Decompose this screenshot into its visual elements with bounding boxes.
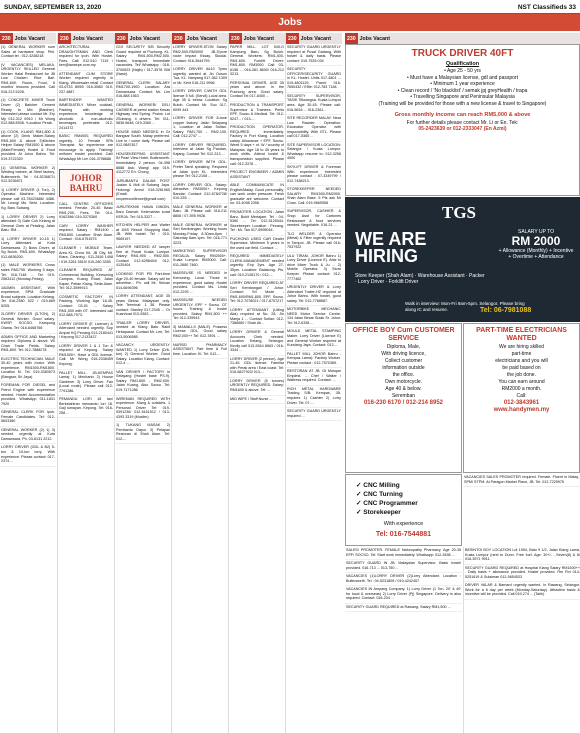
list-item: MID WIFE / Staff Nurse ... [229,396,285,405]
list-item: LORRY DRIVER REQUIRED AT Seri Kembangan / Johor. Contact: Sri Mode - RM1,600/RM1,800. EPF, Socso. Tel: 012-7078021 / 017-6757217 [229,280,285,307]
part-time-electricians-ad [463,323,580,473]
column-1 [0,33,56,733]
column-header [172,33,228,44]
list-item: ✓ CNC Turning [356,491,403,498]
list-item: Own motorcycle. [384,379,423,385]
list-item: RICH METAL HARDWARE Trading S/B: Kempas, JB. requires 1) Cashier 2) Lorry Driver. Tel: 07-... [286,386,342,408]
list-item: • Must have a Malaysian license, gdl and passport [407,74,518,81]
list-item: NURSE/ PHARMACY ASSISTANT. Part time & Full time. Location: Kl. Tel: 012-... [172,342,228,360]
list-item: PROMOTER. LOCATION : Jalan Baru, Bukit Mertajam. Tel : 04-5360 ... Tel: 012-5125044. Storekeeper. Location : Penang. Tel : Mr. Tan 017-5995044. [229,209,285,236]
truck-ad-title: TRUCK DRIVER 40FT [411,48,514,59]
tgs-phone: Tel: 06-7981088 [480,307,532,314]
bottom-column-a [345,547,462,733]
truck-ad-income-text: Gross monthly income can reach RM5,000 & above [394,111,531,118]
list-item: (1) COOK, KLANG RM1,800 & above (2) Drink Maker-Salary RM1,600 & above 3)Kitchen Helper Salary RM1500 & above (Male/Female) Hostel & Food provided. At Johor Bahru. Tel: 019-3722320 [0,129,56,165]
list-item: VACANCIES SALES PROMOTER required. Female. Fluent in Malay. SPM/ STPM. At Paragon Market Place, JB. Tel: 012-7229975 [463,474,580,487]
list-item: VACANCIES (1)LORRY DRIVER (2)Lorry Attendant. Location : Butterworth. Tel : 04-5231809 / 019-4242457 [345,573,462,586]
column-header-number: 230 [115,33,128,44]
ad-list [229,44,285,404]
list-item: ELECTRIC TECHNICIAN. MALE 30-40 years with motor. With experience. RM1500-RM1800. Location Kl. Tel: 019-3383573 (Bangsar, Sri Jaya) [0,356,56,383]
column-header-number: 230 [0,33,13,44]
list-item: ABLE COMMUNICATE IN English/Malay. Good personality, can work under pressure. Fresh graduate are welcome. Contact no: 03-4098 2398 [229,182,285,209]
list-item: PEMANDU LORI 18 tan/ Berkelahiran memandu lori 18. Gaji lumayan. Kepong. Tel: 016-258 ... [58,396,114,418]
list-item: PAPER MILL. LOT 545-G Kampung Baru, Sg Buloh. General Workers: RM1,400-RM1,600. Forklift Driver: RM1,800. RM3000. Call: 03-6156 ... 016-381 8600/ 016-212 3213. [229,44,285,80]
tgs-salary-note: + Allowance (Monthly) + Incentive + Overtime + Attendance [498,248,574,260]
list-item: Diploma, Male, [386,344,421,350]
list-item: 1) TUKANG MASAK 2) Pembantu Dapur 3) Pelayan Restoran di Shah Alam. Tel: 012-... [115,422,171,444]
list-item: MOTORBIKE MECHANIC NEED Motor Service Centre. 134 Jalan Besar Sulak Sr. Johor. Tel: 012-6338 ... [286,306,342,328]
list-item: LORRY DRIVER C/WITH GDL licence 5 full. (Sendi) Local area. Age 35 & below. Location: Sg Buloh. Contact Mr. Soo 017-6099 444 [172,88,228,115]
logo-line-1: JOHOR [69,172,102,183]
list-item: LORRY DRIVER (2 person). Age 21-45. GDL license. Familiar with Perak area / East coast. Tel: 016-5827923/ 013-... [229,356,285,378]
list-item: CLEANER / MOBILE Team. Area KL Chow Kit, JB City, Mt. Kiara, Cleaning : 011-2816 1498 / 019-3261 5519/ 019-280 3355 [58,245,114,267]
list-item: HOUSE MAID NEEDED in Gr Bangsar South. Malay preferred. Live in / come daily. Please call 012-9887617 [115,129,171,151]
list-item: KITCHEN HELPER and Waiter at 1MS Resort Shopping Mall, JB. With hostel. Tel : 010-9569197. [115,222,171,244]
list-item: G1S SECURITY S/B Security Guard required at Puchong, KL. Salary RM1,500-RM2,500. Hostel, transport. Immediate vacancies. Tel/ Whatsapp : 018-3700623 (Najib) / 017-3578 008 (Nasir). [115,44,171,80]
office-boy-ad [345,323,462,473]
truck-ad-contact-prefix: For further details please contact Mr. Li or En. Tek: [406,119,519,126]
list-item: 1ADMIN ASSISTANT, With experience, SPM. Graduate Broad subjects. Location Kelang. Tel 016-2380 522 / 019-669 5205. [0,285,56,312]
column-header [115,33,171,44]
truck-ad-contact [346,120,579,132]
tgs-walkin: Walk in interview: Mon-Fri 9am-5pm. Selangor. Please bring along IC and resume. [405,301,525,312]
pt-ad-web[interactable]: www.handymen.my [493,407,550,413]
column-header-label: Jobs Vacant [243,35,274,42]
list-item: COSMETIC FACTORY IN Packing, Working Age 18-45. Contact: 03-51 ... Salary RM1,500 with OT. Interested call 012-688-7973. [58,294,114,321]
ad-list [115,44,171,444]
list-item: GENERAL WORKER/ DELI CASHIER at petrol station Kesas Highway rest Spring. Proton Lot 2Subang. 4 drivers. Tel: 011-5836 6648, 019-3360 ... [115,102,171,129]
list-item: CLEANER REQUIRED AT Commercial Building, Kemuning Campus, Kuang Road, Jalan Kapar, Pekan Klang, Setia Alam. Tel: 012-3599913 [58,267,114,294]
cnc-vacancy-ad [345,474,462,546]
section-banner [0,14,580,31]
list-item: STOREKEEPER NEEDED SALARY RM1500-RM2000. Shah Alam Base. 5 Pts ask Mr Chan. Call: 019-9669558 [286,186,342,208]
list-item: GENERAL CLERK SALARY RM1700-1900. Location: Ara Damansara. Contact: Mr. Lim 016-888 1563 [115,80,171,102]
list-item: • Travelling Singapore and Peninsular Malaysia [410,94,515,101]
tgs-logo: TGS [442,203,477,222]
list-item: CAR/ LORRY WASHER required. Salary : RM1400 - RM1800. Location: Shah Alam. Contact : 016-6751575 [58,223,114,245]
logo-line-2: BAHRU [69,182,103,193]
list-item: URGENTLY DRIVER & Lorry Attendant Trailer-HZ required at Johor Bahru. With hostel, good salary. Tel: 012-7788887. [286,284,342,306]
list-item: ADMIN OFFICE AND Marketing required. Diploma & above. W/ Chan Trade Fields. Salary RM1,800. Tel: 012-7888278 [0,334,56,356]
list-item: SECURITY GUARD URGENTLY required ... [286,408,342,421]
list-item: TRAILER LORRY DRIVER, needed at Klang Batu Rakit Hebapasar. Contact Mr. Lee, Tel: 013-5006585 [115,320,171,342]
list-item: VACANCIES IN Ampang Company. 1) Lorry Driver (1 Ton, 20' & 40' for local & overseas) 2) Lorry Driver (Pj) Singapore. Delivery is also required. Contact: 016-234 ... [345,586,462,604]
list-item: With driving licence, [381,351,426,357]
page-header [0,0,580,14]
tgs-headline: WE ARE HIRING [355,229,427,266]
ad-list [58,201,114,419]
cnc-ad-note: With experience [383,521,424,527]
list-item: BESINTOI BOY LOCATION Lot 1954, Batu 9 1/2, Jalan Klang Lama, Kuala Lumpur (next to Dunn. Free fuel. Age: 30+/- , Seven(6) & 8/ 016-3971 9911. [464,547,580,565]
list-item: PRODUCTION OPERATOR. REQUIRED immediately. Factory in Port Klang. Location salary. Allowance + EPF, Socso. Week 5 days + ot. W / country of Malaysia. Age 18 to 45 years to work shifts. Attend hostel & transportation supplied. Please call: 012-3378 ... [229,124,285,169]
list-item: ✓ CNC Programmer [356,500,418,507]
list-item: PALLET MILL. JB-KEMPAS Lamaj: 1) Mechanic 2) House Gardener 3) Lorry Driver. Fan (Local route). Please call 012-7791286. [58,370,114,397]
list-item: SECURITY GUARD URGENTLY required at Pusat Gadang, With hostel & daily basis. Please contact: 019-7535 034 [286,44,342,66]
johor-bahru-logo [59,169,113,197]
list-item: SITE SUPERVISOR LOCATION: Selangor / Kuala Lumpur. Whatsapp resume to: 012-3256 4000 [286,142,342,164]
list-item: information outside [382,365,425,371]
list-item: LORRY DRIVER & General Accounts Clerk needed. Location Kelang, Selangor. Kindly call 013-5344 8663 / 016-3344 ... [229,329,285,356]
list-item: part-time [511,351,532,357]
list-item: BARTENDER WANTED IMMEDIATELY Mixer cocktail, Packing with working experience, knowledge of alcoholic & non-alcoholic beverages. preferable 012-2414372 [58,97,114,133]
list-item: (1) MALE WORKERS Cross sales RM1790. Working 5 days. Tel: 016-7148 ... Tel: 019-2563412 (Monday-Friday). [0,262,56,284]
column-header-number: 230 [286,33,299,44]
list-item: GENERAL WORKER (2) 1) 3) needed urgently at Kota Damansara. Ph. 03-6131 2212. [0,427,56,445]
list-item: JURUBANTU DALAM POST Jualan & Mdt di Subang Jaya. Hubungi Amrul 018-3261960 (Email: rovyerexcellence@gmail.com) [115,178,171,205]
bottom-right-columns [345,547,580,733]
list-item: be paid based on [502,365,541,371]
list-item: LOOKING FOR PB Part-time Age 20-40 female. Salary will be advertise... Ph. call Mr. Selvan 014-6696396 [115,271,171,293]
list-item: MASSEUSE IS NEEDED in Kemuning. Local. Those in experience, good salary. Hostel provided. Contact Ms. Linda 012-2293 ... [172,270,228,297]
tgs-salary-label: SALARY UP TO [518,229,554,235]
list-item: LORRY DRIVER FOR 8-tone copper factory, Jalan Selayang 1, Location at Jalan Sultan. Salary RM1,700 - RM2,100. Call: 012-2747 ... [172,115,228,142]
column-header-label: Jobs Vacant [14,35,45,42]
list-item: ✓ CNC Milling [356,482,400,489]
office-ad-title: OFFICE BOY Cum CUSTOMER SERVICE [352,327,455,342]
list-item: PALLET MILL JOHOR Bahru - Kempas Lama): Factory Worker. Please contact : 012-7570389. [286,351,342,369]
ad-list [464,547,580,600]
list-item: SKYLIFT DRIVER & Foreman With experience. Interested please contact : 07-3349799 / 012-7488213. [286,164,342,186]
list-item: LORRY ATTENDANT (Lifting Aka) required at No. 28, Jln Manja 1 ... Contact Sofian: 012-7386660 / Shah Ali... [229,307,285,329]
truck-ad-contact-phone: 05-2423639 or 012-2333047 (En Azmi) [418,125,507,132]
list-item: FOREMAN FOR DIESEL and Petrol Engine with experience needed. Hostel Accommodation provided. WhatsApp 011-1831 7920 [0,382,56,409]
pt-ad-title: PART-TIME ELECTRICIANS WANTED [476,327,567,342]
list-item: RM2000 a month. [501,386,542,392]
list-item: PRODUCTION & TRANSPORT Supervisor & Trainees. Perlis EPF, Socso & Medical. Tel: 012-5247... / 013-... [229,102,285,124]
list-item: the office. [392,372,415,378]
list-item: HOUSEKEEPING ASSISTANT IN Pearl View Hotel, Butterworth. Immediately 2 person. 04-398 8888 Ask: Wang/ app 019-4112772 En. Chong [115,151,171,178]
column-header-number: 230 [172,33,185,44]
column-header-label: Jobs Vacant [300,35,331,42]
list-item: LORRY DRIVER REQUIRED. Interview at Jalan Sg Pandan, Kajang. Contact Tel: 012-313 ... [172,142,228,160]
header-date: SUNDAY, SEPTEMBER 13, 2020 [4,3,102,11]
list-item: LORRY DRIVER (5 tonnes) URGENTLY REQUIRED. Salary: RM1600 & above. Tel: ... [229,378,285,396]
column-header-label: Jobs Vacant [186,35,217,42]
list-item: SECURITY OFFICER/SECURITY GUARD in KL. Hostel. Units 017-4801 ... 019-4801129. Pamil: 016-7650432 / Effie: 012-783 7184. [286,66,342,93]
list-item: LORRY DRIVER-5TON Salary RM2,500-RM3000 JB-S'pore route Impact Essay. Skudai. Contact: 016-3644799 [172,44,228,66]
truck-ad-qualification: Qualification [445,61,480,67]
list-item: SECURITY GUARD REQUIRED at Hospital Kiang Salary RM1500++ . Daily basis + allowance provided. Hostel provided. Rm Fixl 014-5251619 & Sulaiman 012-5654533 [464,565,580,583]
right-ads-column-b [463,474,580,546]
truck-ad-requirements [346,68,579,108]
list-item: LORRY ATTENDANT, AGE 35 years Below, Malaysian only. Tele Terminal: 1 38. Please contact: Stanley 017-2345 ... Or Kuanhuat 013-9363 ... [115,293,171,320]
list-item: DRIVER VALAR & Barnard urgently wanted. In Rawang, Selangor. Work for a 6 day per week (Monday-Saturday). Attractive basic & incentive will be provided. Call 019-274 ... (Tarik) [464,582,580,600]
list-item: Age 40 & below. [385,386,422,392]
ad-list [58,44,114,165]
list-item: Seremban [391,393,416,399]
list-item: Call: [516,393,527,399]
list-item: PROJECT ENGINEER / ADMIN ASSISTANT [229,169,285,182]
list-item: (Training will be provided for those with a new license & travel to Singapore) [378,100,547,107]
ad-list [0,44,56,467]
list-item: LAWYER NEEDED AT lawyer firm at Pusat Kuala Lumpur. Salary: RM1,900 - RM2,500. Contact 012-6298404/ 012-4120404 [115,244,171,271]
column-header-label: Jobs Vacant [359,35,390,42]
list-item: 2LORRY DRIVER (5-TON), 2) General Worker. Good salary. KWSP, SOCSO. Kampung Olama. Tel: 016-6468766 [0,311,56,333]
list-item: LORRY DRIVER 6&10 Tyres urgently wanted at Jin Dusun Tua, KL. Nanyang 017-362 1309 or Mr. Kent 018-211 9966 [172,66,228,88]
ad-list [172,44,228,359]
office-ad-lines [346,344,461,399]
list-item: SECURITY SUPERVISOR, TASIK Titiwangsa. Kuala Lumpur area. Age 30-45. Please call: 016-5616 ... 016-2361... [286,93,342,115]
list-item: GENERAL CLERK FOR Ipoh. Female Candidates. Tel: 012-5603380 [0,409,56,427]
column-5 [228,33,285,733]
list-item: LORRY DRIVER (GDL & B2) 5-ton & 10-ton lorry. With experience. Please contact: 017-2374 ... [0,444,56,466]
ad-list [286,44,342,421]
list-item: MALE GENERAL WORKER at Batu. JB. Please call: 016-211 8808 / 07-595 9928. [172,204,228,222]
list-item: PERSONAL DRIVER, AGE 35 years and above. In the Puchong area. Good salary. Contact Tel 017-8400 ... [229,80,285,102]
list-item: ✓ Storekeeper [356,509,401,516]
cnc-ad-list [346,481,461,517]
column-header [58,33,114,44]
section-title: Jobs [278,17,302,28]
list-item: TLG WELDER & Operator (Metal) & Fitter urgently required in Tampoi, JB. Please call 016-7537922 [286,231,342,253]
list-item: 1) LORRY DRIVER 10-15 1) Lorry Attendant at Kota Damansara. 2) Boss Driver, at Sg Buloh, RM1,600. WhatsApp 012-6836200. [0,236,56,263]
pt-ad-lines [464,344,579,399]
list-item: CALL CENTRE OFFICERS needed. Female. 20-40. Basic RM1,200, Fees. Tel: 014-9162396/ 019-3270360 [58,201,114,223]
list-item: MASSEUSE NEEDED URGENTLY. EPF + Socso. OT hours. Training & hostel provided. Salary RM1,500 ++ Tel: 012-339943 [172,297,228,324]
column-header [0,33,56,44]
list-item: 1) LORRY DRIVER 2) Lorry attendant 3) Gate Cok Kelang at General Clerk at Petaling. Jalan Batu. RM ... [0,214,56,236]
list-item: SECURITY GUARD REQUIRED at Rawang. Salary RM1,500 ... [345,604,462,613]
list-item: electricians and you will [495,358,548,364]
list-item: ULU TIRAM, JOHOR Bahru 1) Lorry Driver (Licence E). Able to drive Mixer Truck & Ju ... 2) Mobile Operator. 3) Store Keeper. Please contact: 012-7777462 [286,253,342,284]
column-header [286,33,342,44]
tgs-hiring-ad [345,197,580,322]
column-header-label: Jobs Vacant [129,35,160,42]
list-item: 1) LORRY DRIVER (1 Ton), 2) Operator Machine. Interested please call 03-78423686/ 4486. Mr. Leong/ Ms. Selvi. Location: Kg. Baru Subang. [0,187,56,214]
tgs-salary: RM 2000 [511,234,561,248]
list-item: REQUIRED IMMEDIATELY CLERK-MANAGEMENT needed urgently. Exp 2yrs. Age 27-35yrs. Location: Balakong. Pls. call: 019-2128170 / 012-... [229,253,285,280]
list-item: VAN DRIVER / FACTORY in Selayang (Hostel base PS.9). Salary RM1,600 - RM2,000. Jalan Kuang. Also Socso. Tel: 019-7171286 [115,369,171,396]
list-item: LORRY DRIVER WITH GDL. Prefer Tamil speaking. Required at Jalan Ipoh KL. Interested please Tel: 012-2108 ... [172,159,228,181]
list-item: You can earn around [498,379,545,385]
list-item: SALES/ PROMOTER. FEMALE Naturopathy Pharmacy. Age 20-35 EPF/ SOCSO. Tel: Start work immediately. Whatsapp: 012-3458 ... [345,547,462,560]
right-column-headers [345,33,580,44]
list-item: the job done. [507,372,536,378]
list-item: (1) GENERAL WORKER 2) Welding trainee, at Steel factory, Butterworth. Tel : 04-5236871/ 012-5236871 [0,165,56,187]
truck-ad-income [346,112,579,118]
ad-list [345,547,462,612]
list-item: (V VACANCIES) MELAKA. URGENTLY SKILLED General Worker Halal Restaurant for JB Low Chicken Rice Ball. RM1,600. Room, Food, 6 months' lessons provided. Call 016-213 5228. [0,62,56,98]
list-item: JURUTEKNIK HAWA DINGIN, Baru Daerah: Kelemahan surat KERJA. Tel: 015-3327 ... [115,204,171,222]
column-header-number: 230 [229,33,242,44]
tgs-salary-box [497,229,575,260]
list-item: (1) CONCRETE MIXER Truck Driver (2) Batcher Cement Ready to Mix (Batcher). Interested please contact Mr. Ery My 012-312 6910 / Mr Wong 012-588 8938. *Location Perak. [0,97,56,128]
list-item: • Minimum 1 year experience [430,81,495,88]
column-6 [285,33,342,733]
pt-ad-phone: 012-3843961 [503,400,540,406]
list-item: Collect customer [384,358,423,364]
column-header-number: 230 [345,33,358,44]
column-3 [114,33,171,733]
list-item: 3) MAMALLS (MALE). Possess License GDL. Good salary RM2,000++ Tel: 012-7891 ... [172,324,228,342]
column-header-label: Jobs Vacant [72,35,103,42]
list-item: • Clean record / 'No blacklist' / semak jpj greyHealth / trapa [397,87,528,94]
list-item: WIREMAN REQUIRED WITH experience. Klang & outskirts. 1 Personal Driver Tel: 019-9391236/ 012-5161512 / 013-4393 3319 (Muslim) [115,396,171,423]
list-item: MOULD METAL STAMPING Maker, Lorry Driver (Licence E) and General Worker required at Kundang Jaya. Contact: 012-... [286,328,342,350]
list-item: VACANCY: URGENTLY WANTED 1) Lorry Driver (D/6-ton) 2) General Worker. Good Salary. Location Klang. Contact: 012-4 ... [115,342,171,369]
list-item: RESTORAN AT JB. Gt Mosque Empiest. ... Chef / Waiter / Waitress required. Contact: ... [286,368,342,386]
bottom-column-b [463,547,580,733]
office-ad-phone: 016-230 6170 / 012-214 8952 [363,400,444,406]
list-item: ARCHITECTURAL DRAUGHTSMAN AND Clerk required for Ipoh. With Hostel. Fees. Call: 012-510 7119 / ken@tansepe.com.my [58,44,114,71]
list-item: MARKETING SUPERVISOR REGALIA. Salary RM2500+. Kuala Lumpur. RM3000. Call: 011-2680 7460. [172,248,228,270]
truck-driver-ad [345,44,580,196]
list-item: BASIC RM4000, REQUIRED urgently. 10 Female SPA Therapist. No experience are encourage to apply. Training/ uniform/ hostel provided. Call/ WhatsApp Mr Lim 016-3798686 [58,133,114,164]
list-item: LORRY DRIVER GDL. Salary: Attractive. RM3000+. Kepong Bandar: Contact: 012-6784728/ 010-235 ... [172,182,228,204]
cnc-ad-phone: Tel: 016-7544881 [375,531,432,538]
tgs-roles: Store Keeper (Shah Alam) · Warehouse Assistant · Packer · Lorry Driver · Forklift Driver [355,273,485,286]
column-2 [57,33,114,733]
list-item: SECURITY GUARD IN JB. Malaysian Supervisor. Basic hostel provided. 016-713 ... 013-750 ... [345,560,462,573]
list-item: (1) GENERAL WORKER sum Sales at hardware shop. Phil. Contact tel : 012-4248218 [0,44,56,62]
list-item: • Age 25 - 50 yrs [444,68,481,74]
ad-list [463,474,580,487]
list-item: SITE RECORDER MALAY. Near Low Rawder. Operation: Excavator Operator with responsibility. With GTL. Please call 017-5365 ... [286,115,342,142]
list-item: MALE GENERAL WORKER at Seri Kembangan. Working hours Monday-Friday 8.30am-6pm / Saturday 8am-1pm. Tel: 016-771 3223. [172,222,228,249]
list-item: SUPERVISOR, CASHIER & Shop Asst for Cartones Restaurant & food services needed. Negotiable. 016-21 ... [286,208,342,230]
list-item: We are hiring skilled [499,344,544,350]
list-item: ATTENDANT CUM STORE Worker required urgently in Klang. Wholesaler retail. Contact 03-6733 8090/ 016-3080/ 019-237 4887 [58,71,114,98]
column-header [229,33,285,44]
column-4 [171,33,228,733]
list-item: LORRY DRIVER (E Licence) & Attendant needed urgently. Sop Ampat HQ Penang 013-2180441 / Kepong 017-2133437. [58,321,114,343]
header-paper: NST Classifieds 33 [517,3,576,11]
column-header-number: 230 [58,33,71,44]
list-item: LORRY DRIVER 1 & 1 Ton & required at Kepong. Salary RM1500+. Have a GDL license. Call: Mr Wong 016-2338459 Kepong. [58,343,114,370]
list-item: PUCHONG USED CAR Dealer Supervisor. Minimum 5 years in the used car field. Contact: ... [229,236,285,254]
column-header [345,33,580,44]
